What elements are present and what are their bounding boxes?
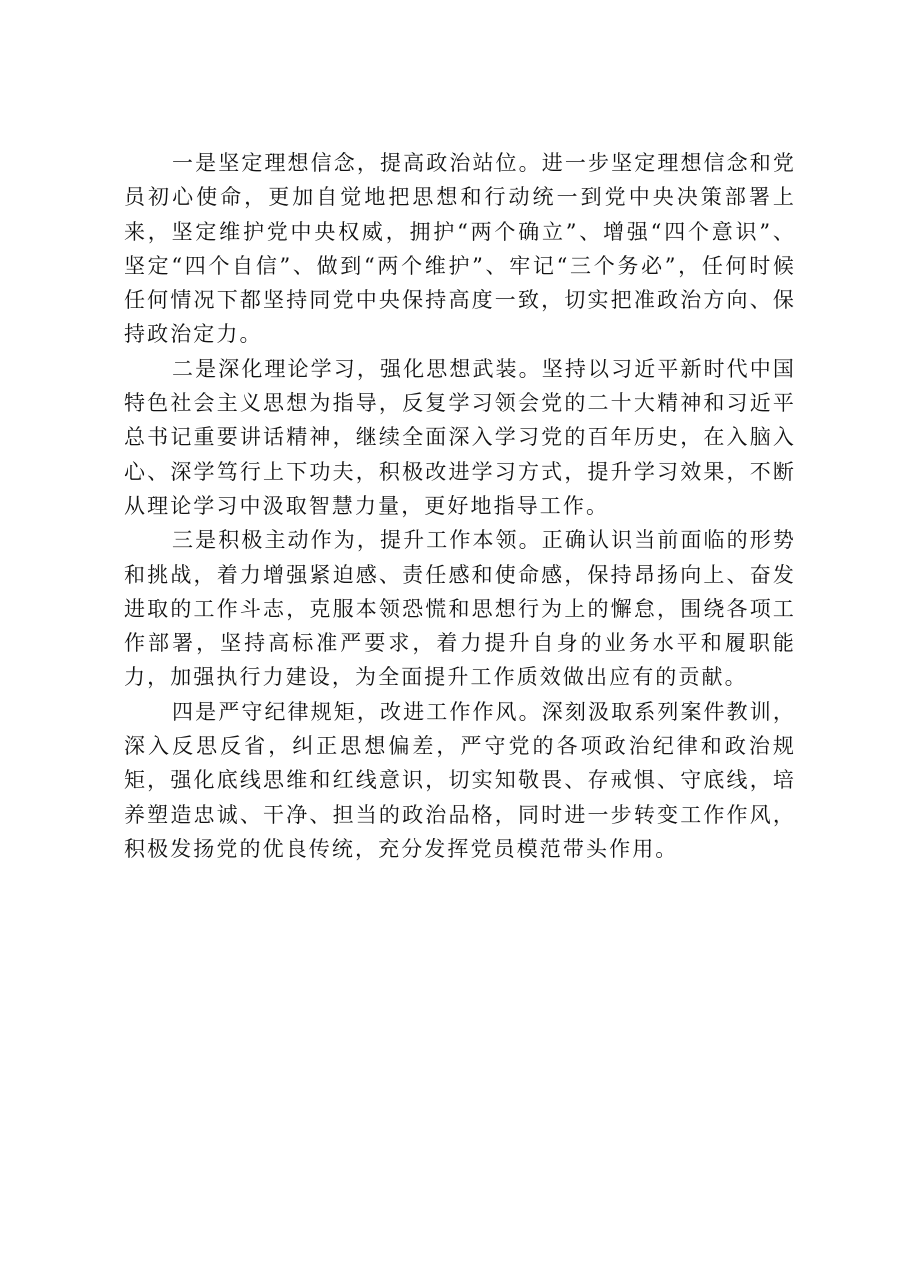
paragraph-2: 二是深化理论学习，强化思想武装。坚持以习近平新时代中国特色社会主义思想为指导，反复学习领会党的二十大精神和习近平总书记重要讲话精神，继续全面深入学习党的百年历史，在入脑入心、深学笃行上下功夫，积极改进学习方式，提升学习效果，不断从理论学习中汲取智慧力量，更好地指导工作。 [124, 356, 796, 518]
document-body [124, 146, 796, 866]
paragraph-1: 一是坚定理想信念，提高政治站位。进一步坚定理想信念和党员初心使命，更加自觉地把思想和行动统一到党中央决策部署上来，坚定维护党中央权威，拥护“两个确立”、增强“四个意识”、坚定“四个自信”、做到“两个维护”、牢记“三个务必”，任何时候任何情况下都坚持同党中央保持高度一致，切实把准政治方向、保持政治定力。 [124, 151, 796, 347]
paragraph-4: 四是严守纪律规矩，改进工作作风。深刻汲取系列案件教训，深入反思反省，纠正思想偏差，严守党的各项政治纪律和政治规矩，强化底线思维和红线意识，切实知敬畏、存戒惧、守底线，培养塑造忠诚、干净、担当的政治品格，同时进一步转变工作作风，积极发扬党的优良传统，充分发挥党员模范带头作用。 [124, 699, 796, 861]
paragraph-3: 三是积极主动作为，提升工作本领。正确认识当前面临的形势和挑战，着力增强紧迫感、责任感和使命感，保持昂扬向上、奋发进取的工作斗志，克服本领恐慌和思想行为上的懈怠，围绕各项工作部署，坚持高标准严要求，着力提升自身的业务水平和履职能力，加强执行力建设，为全面提升工作质效做出应有的贡献。 [124, 528, 796, 690]
